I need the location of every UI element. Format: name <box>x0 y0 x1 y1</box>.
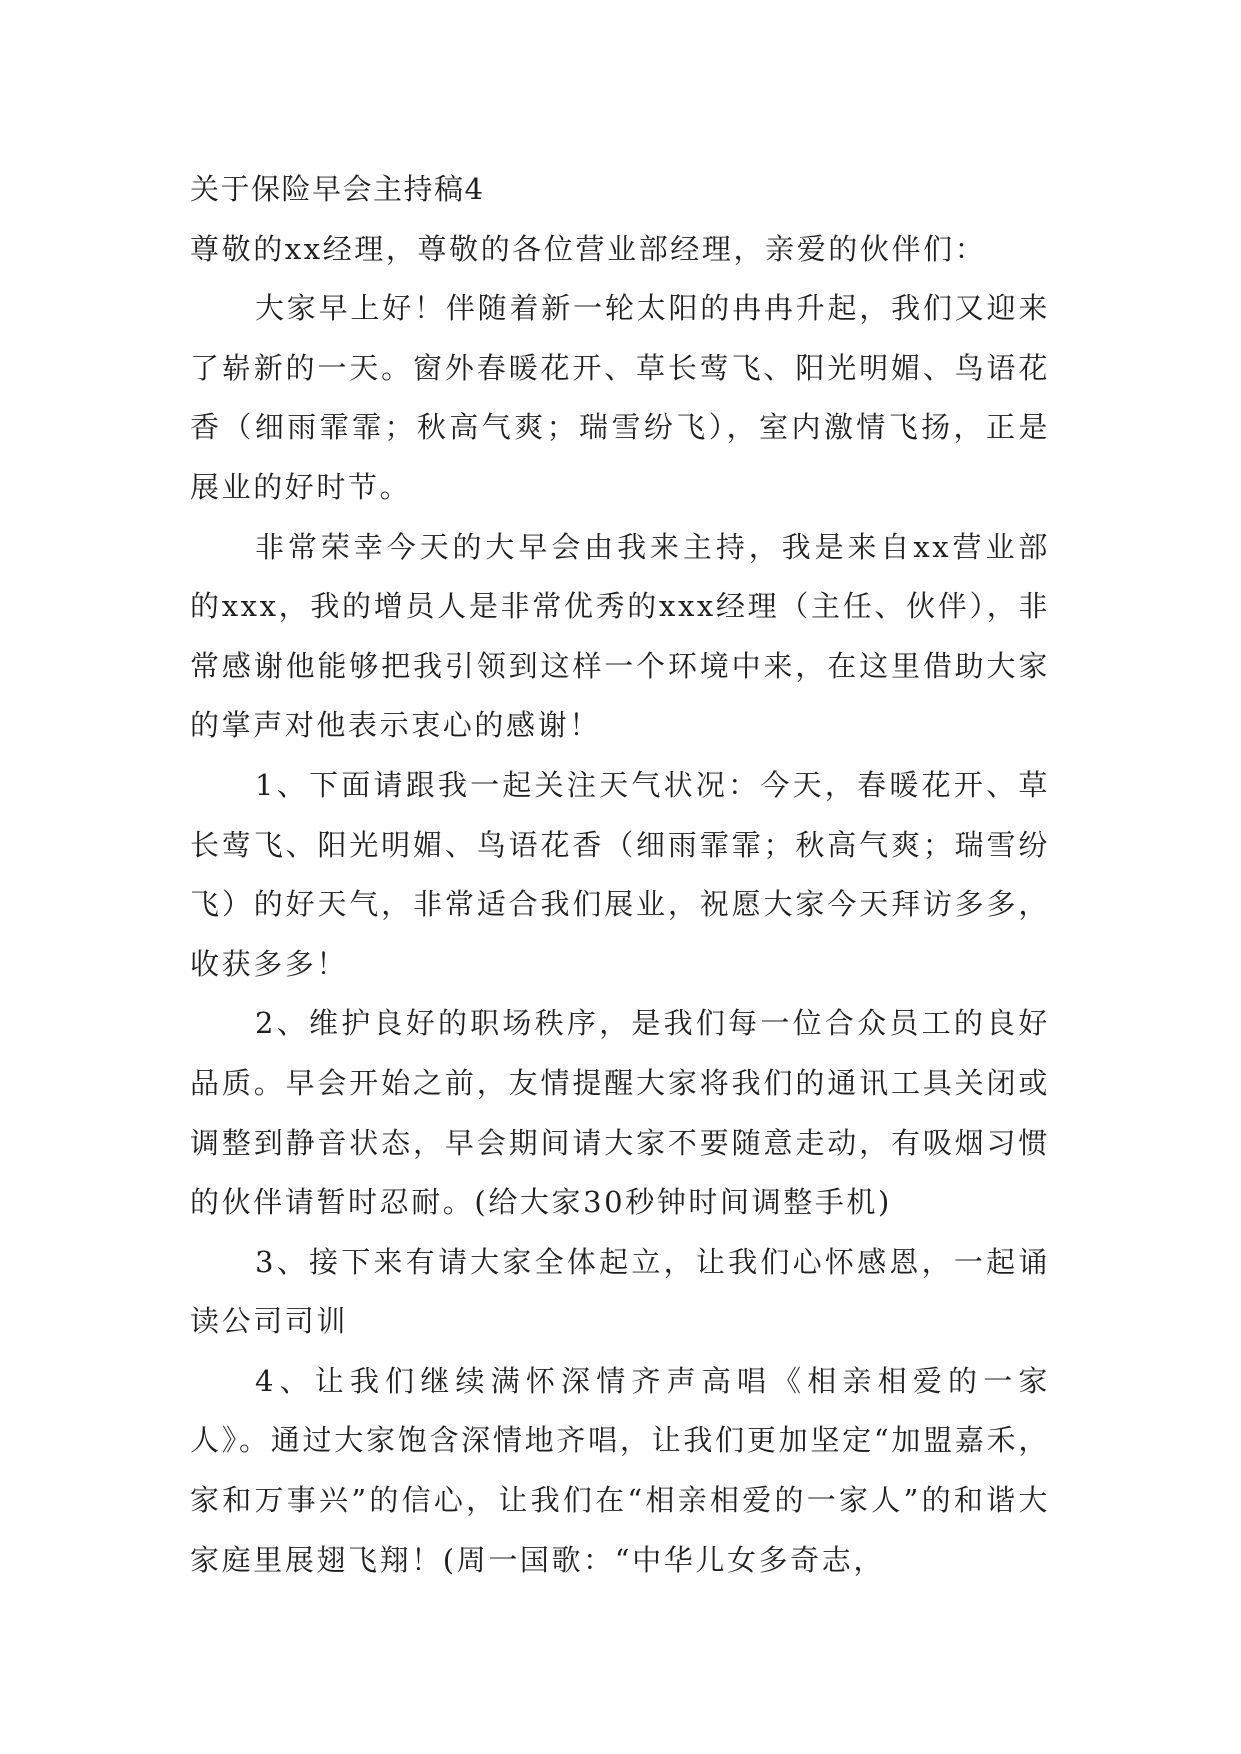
paragraph-opening: 大家早上好！伴随着新一轮太阳的冉冉升起，我们又迎来了崭新的一天。窗外春暖花开、草长莺飞、阳光明媚、鸟语花香（细雨霏霏；秋高气爽；瑞雪纷飞），室内激情飞扬，正是展业的好时节。 <box>190 291 1050 504</box>
greeting-line: 尊敬的xx经理，尊敬的各位营业部经理，亲爱的伙伴们： <box>190 231 987 266</box>
paragraph-order: 2、维护良好的职场秩序，是我们每一位合众员工的良好品质。早会开始之前，友情提醒大家将我们的通讯工具关闭或调整到静音状态，早会期间请大家不要随意走动，有吸烟习惯的伙伴请暂时忍耐。(给大家30秒钟时间调整手机) <box>190 1006 1050 1220</box>
paragraph-host-intro: 非常荣幸今天的大早会由我来主持，我是来自xx营业部的xxx，我的增员人是非常优秀的xxx经理（主任、伙伴），非常感谢他能够把我引领到这样一个环境中来，在这里借助大家的掌声对他表示衷心的感谢！ <box>190 529 1050 743</box>
paragraph-song: 4、让我们继续满怀深情齐声高唱《相亲相爱的一家人》。通过大家饱含深情地齐唱，让我们更加坚定“加盟嘉禾，家和万事兴”的信心，让我们在“相亲相爱的一家人”的和谐大家庭里展翅飞翔！(周一国歌：“中华儿女多奇志， <box>190 1363 1050 1577</box>
document-body <box>190 160 1050 1590</box>
paragraph-recite: 3、接下来有请大家全体起立，让我们心怀感恩，一起诵读公司司训 <box>190 1244 1050 1339</box>
paragraph-weather: 1、下面请跟我一起关注天气状况：今天，春暖花开、草长莺飞、阳光明媚、鸟语花香（细雨霏霏；秋高气爽；瑞雪纷飞）的好天气，非常适合我们展业，祝愿大家今天拜访多多，收获多多！ <box>190 767 1050 981</box>
document-title: 关于保险早会主持稿4 <box>190 172 485 206</box>
